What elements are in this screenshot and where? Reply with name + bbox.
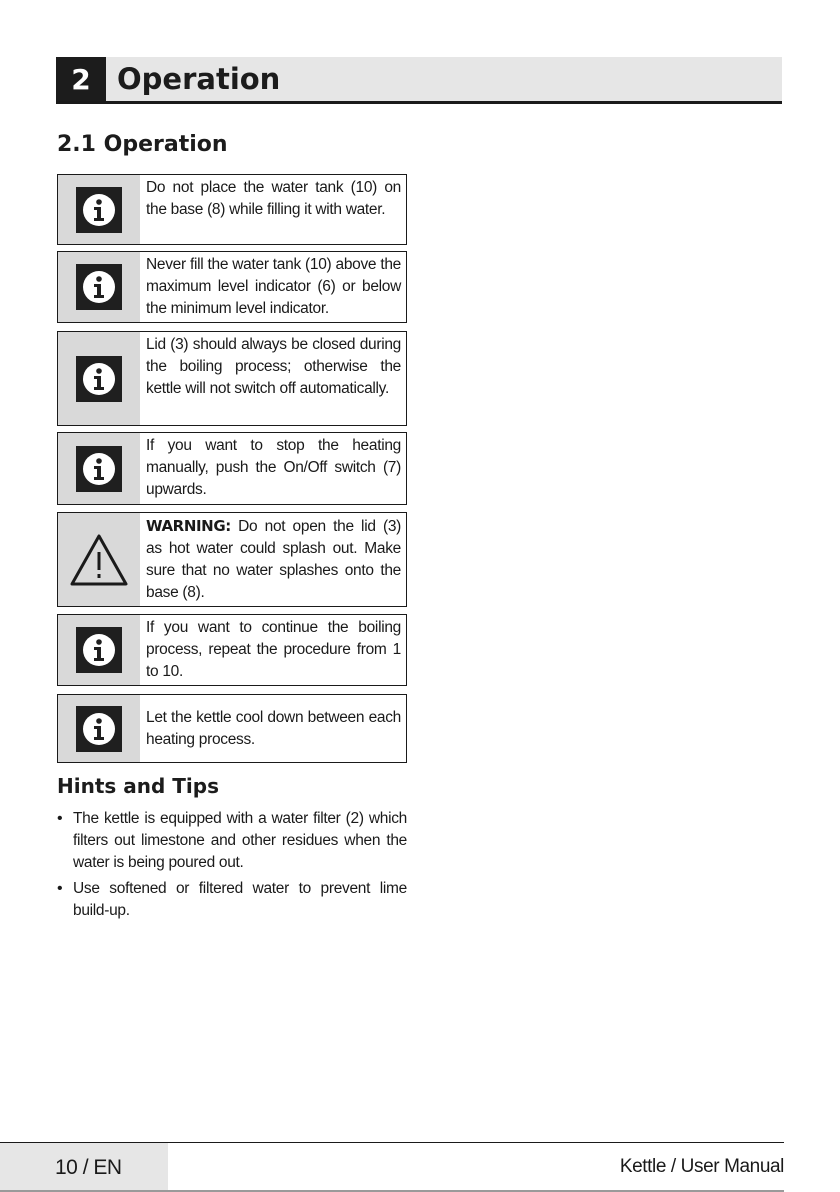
- info-icon: [76, 706, 122, 752]
- chapter-number: 2: [56, 57, 106, 101]
- info-icon: [76, 187, 122, 233]
- notice-text: [140, 695, 406, 762]
- info-icon: [76, 356, 122, 402]
- hints-list: [57, 808, 407, 926]
- notice-text: Lid (3) should always be closed during the boiling process; otherwise the kettle will not switch off automatically.: [146, 336, 401, 397]
- notice-box: [57, 251, 407, 323]
- document-title: Kettle / User Manual: [619, 1156, 784, 1177]
- bullet-icon: •: [57, 810, 63, 827]
- info-icon: [76, 264, 122, 310]
- hint-text: The kettle is equipped with a water filter (2) which filters out limestone and other residues when the water is being poured out.: [73, 810, 407, 871]
- chapter-title: Operation: [117, 62, 281, 96]
- bullet-icon: •: [57, 880, 63, 897]
- notice-text-content: Let the kettle cool down between each heating process.: [146, 708, 401, 748]
- notice-box: [57, 174, 407, 245]
- warning-text: [140, 513, 406, 606]
- warning-box: [57, 512, 407, 607]
- warning-label: WARNING:: [146, 517, 231, 535]
- info-icon: [76, 627, 122, 673]
- info-icon: [76, 446, 122, 492]
- warning-icon: [68, 532, 130, 588]
- chapter-header: [56, 57, 782, 104]
- page-number: 10 / EN: [55, 1156, 122, 1179]
- notice-box: [57, 331, 407, 426]
- notice-box: [57, 432, 407, 505]
- notice-box: [57, 694, 407, 763]
- notice-text: Do not place the water tank (10) on the base (8) while filling it with water.: [146, 179, 401, 218]
- hints-title: Hints and Tips: [57, 774, 219, 798]
- list-item: [57, 808, 407, 874]
- notice-text: If you want to stop the heating manually, push the On/Off switch (7) upwards.: [146, 437, 401, 498]
- notice-text: Never fill the water tank (10) above the maximum level indicator (6) or below the minimum level indicator.: [146, 256, 401, 317]
- list-item: [57, 878, 407, 922]
- hint-text: Use softened or filtered water to prevent lime build-up.: [73, 880, 407, 919]
- notice-text: If you want to continue the boiling process, repeat the procedure from 1 to 10.: [146, 619, 401, 680]
- section-title: 2.1 Operation: [57, 132, 228, 157]
- notice-box: [57, 614, 407, 686]
- warning-body: Do not open the lid (3) as hot water could splash out. Make sure that no water splashes onto the base (8).: [146, 518, 401, 601]
